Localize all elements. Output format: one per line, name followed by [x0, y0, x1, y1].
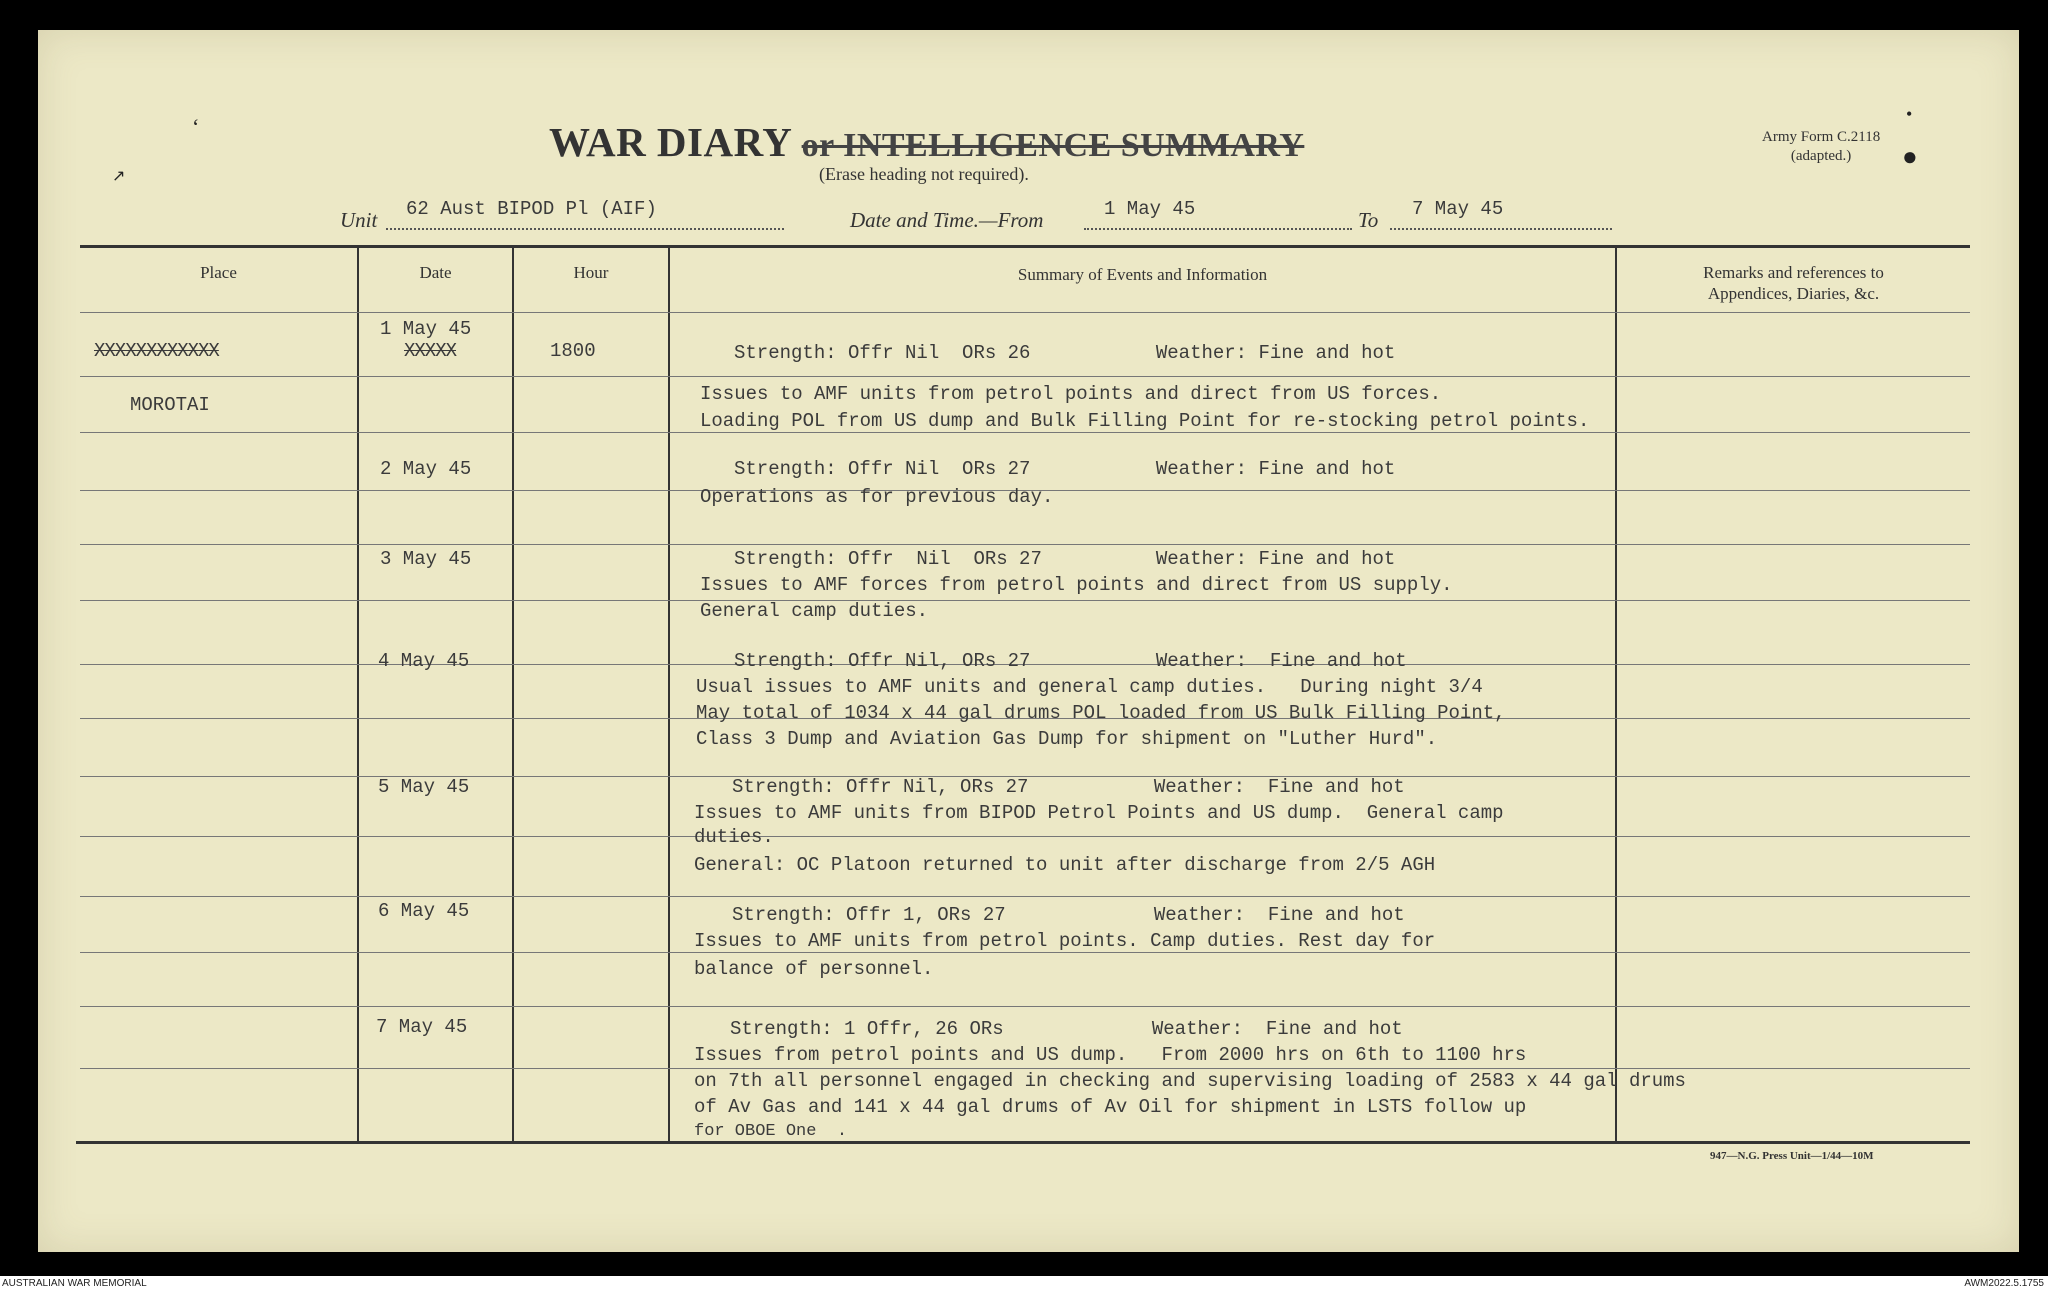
entry-line: balance of personnel.: [694, 958, 934, 980]
entry-date-struck: XXXXX: [404, 340, 457, 362]
entry-line: Usual issues to AMF units and general camp duties. During night 3/4: [696, 676, 1483, 698]
entry-line: General: OC Platoon returned to unit after discharge from 2/5 AGH: [694, 854, 1436, 876]
page-title: [549, 118, 1304, 166]
entry-line: of Av Gas and 141 x 44 gal drums of Av Oil for shipment in LSTS follow up: [694, 1096, 1527, 1118]
col-divider: [668, 245, 670, 1143]
ink-speck: ↗: [112, 168, 126, 185]
row-rule: [80, 600, 1970, 601]
entry-date: 7 May 45: [376, 1016, 468, 1038]
col-head-date: Date: [419, 263, 452, 282]
entry-line: May total of 1034 x 44 gal drums POL loaded from US Bulk Filling Point,: [696, 702, 1506, 724]
row-rule: [80, 376, 1970, 377]
entry-line: Issues to AMF units from petrol points and direct from US forces.: [700, 383, 1442, 405]
col-head-summary: Summary of Events and Information: [1017, 265, 1268, 284]
archive-id: AWM2022.5.1755: [1964, 1278, 2044, 1289]
form-number-block: [1762, 128, 1880, 166]
entry-date: 6 May 45: [378, 900, 470, 922]
date-label: Date and Time.—From: [850, 208, 1044, 232]
row-rule: [80, 1068, 1970, 1069]
row-rule: [80, 836, 1970, 837]
entry-line: Issues to AMF units from petrol points. Camp duties. Rest day for: [694, 930, 1436, 952]
entry-hour: 1800: [550, 340, 596, 362]
title-main: WAR DIARY: [549, 119, 791, 165]
unit-label: Unit: [340, 208, 378, 232]
row-rule: [80, 952, 1970, 953]
row-rule: [80, 312, 1970, 313]
entry-line: Strength: Offr Nil ORs 27 Weather: Fine and hot: [734, 548, 1396, 570]
entry-line: Loading POL from US dump and Bulk Filling Point for re-stocking petrol points.: [700, 410, 1590, 432]
entry-line: Strength: Offr Nil ORs 27 Weather: Fine and hot: [734, 458, 1396, 480]
subtitle: (Erase heading not required).: [819, 164, 1029, 184]
col-divider: [357, 245, 359, 1143]
entry-line: Strength: Offr Nil, ORs 27 Weather: Fine and hot: [734, 650, 1407, 672]
remarks-line-1: Remarks and references to: [1703, 263, 1884, 282]
printer-note: 947—N.G. Press Unit—1/44—10M: [1710, 1150, 1874, 1162]
unit-dots: [386, 228, 784, 230]
to-value: 7 May 45: [1412, 198, 1504, 220]
entry-line: Strength: Offr Nil, ORs 27 Weather: Fine and hot: [732, 776, 1405, 798]
title-struck: or INTELLIGENCE SUMMARY: [801, 127, 1305, 164]
entry-line: on 7th all personnel engaged in checking and supervising loading of 2583 x 44 gal drums: [694, 1070, 1686, 1092]
entry-line: for OBOE One .: [694, 1122, 848, 1141]
to-dots: [1390, 228, 1612, 230]
place-struck: XXXXXXXXXXXX: [94, 340, 219, 362]
col-divider: [1615, 245, 1617, 1143]
entry-line: Strength: Offr Nil ORs 26 Weather: Fine and hot: [734, 342, 1396, 364]
ink-speck: ‘: [192, 114, 200, 139]
row-rule: [80, 896, 1970, 897]
unit-value: 62 Aust BIPOD Pl (AIF): [406, 198, 657, 220]
entry-date: 1 May 45: [380, 318, 472, 340]
entry-line: General camp duties.: [700, 600, 929, 622]
entry-line: Strength: 1 Offr, 26 ORs Weather: Fine and hot: [730, 1018, 1403, 1040]
from-value: 1 May 45: [1104, 198, 1196, 220]
row-rule: [80, 432, 1970, 433]
from-dots: [1084, 228, 1352, 230]
form-note: (adapted.): [1790, 148, 1852, 164]
entry-line: Issues to AMF forces from petrol points and direct from US supply.: [700, 574, 1453, 596]
entry-date: 3 May 45: [380, 548, 472, 570]
entry-line: Issues to AMF units from BIPOD Petrol Points and US dump. General camp: [694, 802, 1504, 824]
form-number: Army Form C.2118: [1762, 129, 1881, 145]
entry-line: Operations as for previous day.: [700, 486, 1054, 508]
col-head-place: Place: [200, 263, 237, 282]
ink-speck: •: [1906, 104, 1913, 124]
col-divider: [512, 245, 514, 1143]
entry-date: 4 May 45: [378, 650, 470, 672]
table-top-rule: [80, 245, 1970, 248]
entry-date: 5 May 45: [378, 776, 470, 798]
entry-line: Strength: Offr 1, ORs 27 Weather: Fine and hot: [732, 904, 1405, 926]
entry-line: Class 3 Dump and Aviation Gas Dump for shipment on "Luther Hurd".: [696, 728, 1438, 750]
to-label: To: [1358, 208, 1379, 232]
row-rule: [80, 544, 1970, 545]
archive-footer: [0, 1276, 2048, 1292]
row-rule: [80, 1006, 1970, 1007]
entry-line: Issues from petrol points and US dump. From 2000 hrs on 6th to 1100 hrs: [694, 1044, 1527, 1066]
archive-name: AUSTRALIAN WAR MEMORIAL: [2, 1278, 147, 1289]
entry-date: 2 May 45: [380, 458, 472, 480]
remarks-line-2: Appendices, Diaries, &c.: [1707, 284, 1880, 303]
col-head-remarks: [1617, 262, 1970, 304]
col-head-hour: Hour: [573, 263, 609, 282]
table-bottom-rule: [76, 1141, 1970, 1144]
entry-line: duties.: [694, 826, 774, 848]
place-morotai: MOROTAI: [130, 394, 210, 416]
ink-speck: ●: [1902, 142, 1918, 171]
